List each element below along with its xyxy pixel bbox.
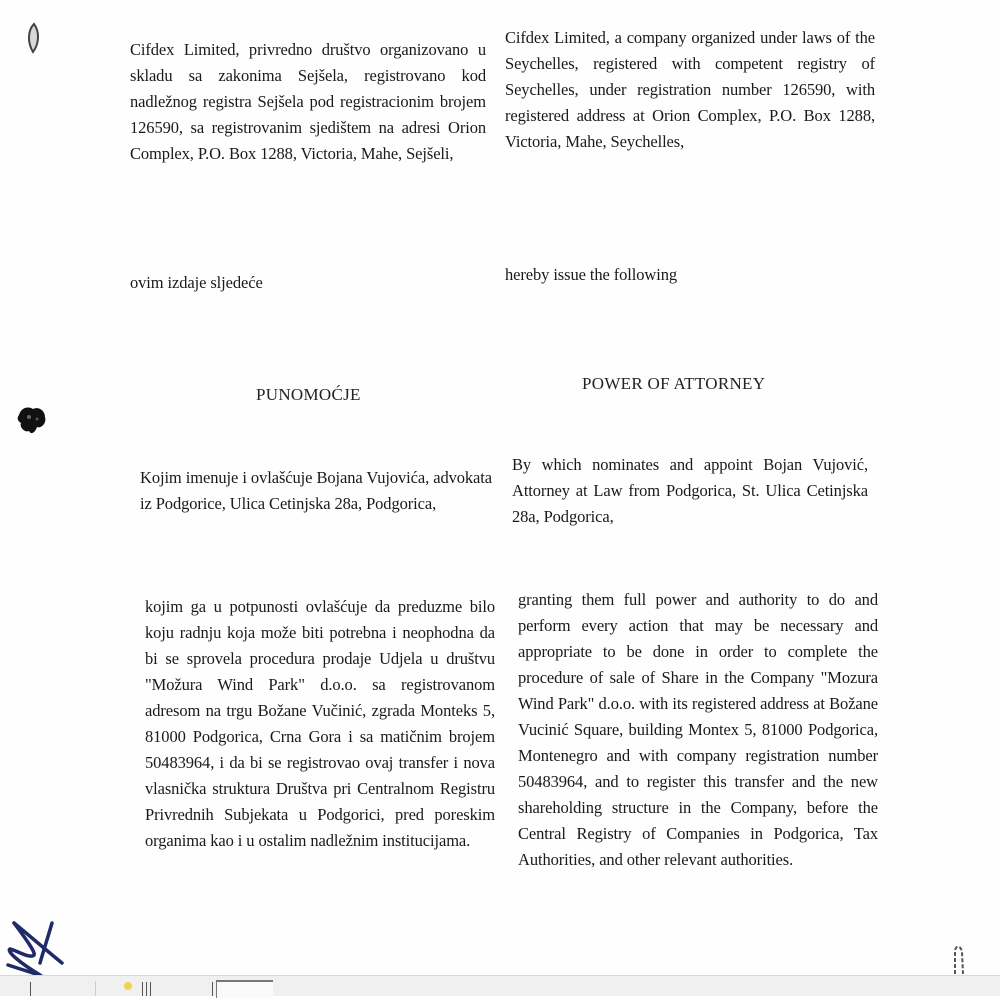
right-powers-text: granting them full power and authority to do and perform every action that may be necessary and appropriate to be done in order to complete the procedure of sale of Share in the Company "Mozura Wind Park" d.o.o. with its registered address at Božane Vucinić Square, building Montex 5, 81000 Podgorica, Montenegro and with company registration number 50483964, and to register this transfer and the new shareholding structure in the Company, before the Central Registry of Companies in Podgorica, Tax Authorities, and other relevant authorities. <box>518 590 878 869</box>
left-intro-text: Cifdex Limited, privredno društvo organizovano u skladu sa zakonima Sejšela, registrovano kod nadležnog registra Sejšela pod registracionim brojem 126590, sa registrovanim sjedištem na adresi Orion Complex, P.O. Box 1288, Victoria, Mahe, Sejšeli, <box>130 40 486 163</box>
left-appointment-text: Kojim imenuje i ovlašćuje Bojana Vujovića, advokata iz Podgorice, Ulica Cetinjska 28a, Podgorica, <box>140 468 492 513</box>
toolbar-grip-icon <box>146 982 147 996</box>
right-appointment-text: By which nominates and appoint Bojan Vujović, Attorney at Law from Podgorica, St. Ulica Cetinjska 28a, Podgorica, <box>512 455 868 526</box>
right-issue-line <box>505 262 877 288</box>
toolbar-separator <box>30 982 31 996</box>
toolbar-segment[interactable] <box>95 981 176 996</box>
ink-blot-mark-icon <box>15 403 49 437</box>
page-edge-mark-icon <box>952 942 966 976</box>
punch-hole-mark-icon <box>24 22 44 54</box>
toolbar-grip-icon <box>142 982 143 996</box>
right-issue-text: hereby issue the following <box>505 265 677 284</box>
left-issue-text: ovim izdaje sljedeće <box>130 273 263 292</box>
right-intro-text: Cifdex Limited, a company organized under laws of the Seychelles, registered with competent registry of Seychelles, under registration number 126590, with registered address at Orion Complex, P.O. Box 1288, Victoria, Mahe, Seychelles, <box>505 28 875 151</box>
left-powers-text: kojim ga u potpunosti ovlašćuje da preduzme bilo koju radnju koja može biti potrebna i neophodna da bi se sprovela procedura prodaje Udjela u društvu "Možura Wind Park" d.o.o. sa registrovanom adresom na trgu Božane Vučinić, zgrada Monteks 5, 81000 Podgorica, Crna Gora i sa matičnim brojem 50483964, i da bi se registrovao ovaj transfer i nova vlasnička struktura Društva pri Centralnom Registru Privrednih Subjekata u Podgorici, pred poreskim organima kao i u ostalim nadležnim institucijama. <box>145 597 495 850</box>
toolbar-grip-icon <box>150 982 151 996</box>
left-powers-paragraph <box>145 594 495 854</box>
left-issue-line <box>130 270 486 296</box>
left-document-title: PUNOMOĆJE <box>256 385 361 404</box>
right-intro-paragraph <box>505 25 875 155</box>
toolbar-status-dot-icon <box>124 982 132 990</box>
toolbar-separator <box>212 982 213 996</box>
left-appointment-paragraph <box>140 465 492 517</box>
signature-initials-icon <box>0 915 75 977</box>
right-appointment-paragraph <box>512 452 868 530</box>
right-powers-paragraph <box>518 587 878 873</box>
viewer-bottom-toolbar <box>0 975 1000 996</box>
left-intro-paragraph <box>130 37 486 167</box>
toolbar-input-box[interactable] <box>216 980 273 998</box>
right-document-title: POWER OF ATTORNEY <box>582 374 766 393</box>
